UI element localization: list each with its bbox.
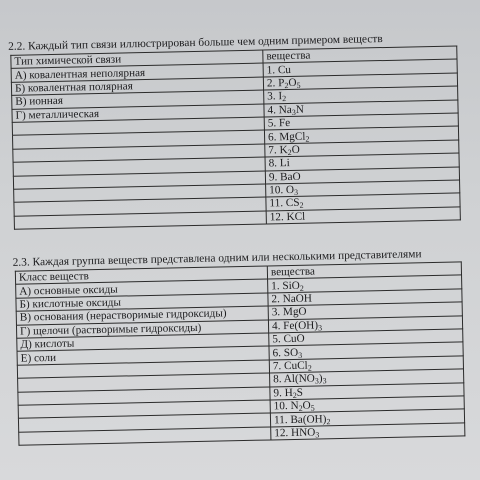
- formula-subscript: 2: [326, 416, 331, 426]
- left-cell: В) ионная: [12, 90, 264, 109]
- formula-text: 4. Fe(OH): [271, 319, 319, 333]
- formula-text: 11. CS: [269, 197, 300, 210]
- formula-subscript: 3: [298, 350, 303, 360]
- formula-text: 5. Fe: [267, 117, 291, 130]
- formula-text: N: [295, 103, 304, 116]
- task-2-3: [7, 246, 477, 446]
- formula-text: 7. CuCl: [272, 359, 308, 373]
- left-cell: А) ковалентная неполярная: [11, 63, 263, 82]
- formula-text: 9. BaO: [268, 170, 301, 184]
- formula-text: O: [302, 399, 311, 412]
- formula-text: S: [296, 386, 304, 399]
- formula-text: 11. Ba(OH): [273, 412, 327, 426]
- formula-subscript: 2: [287, 147, 292, 157]
- formula-text: 2. P: [266, 77, 285, 90]
- formula-subscript: 2: [305, 134, 310, 144]
- substance-class-table: [15, 261, 466, 445]
- left-cell: Г) щелочи (растворимые гидроксиды): [16, 320, 268, 339]
- formula-subscript: 2: [292, 390, 297, 400]
- formula-text: 3. MgO: [271, 306, 307, 319]
- formula-subscript: 2: [299, 283, 304, 293]
- formula-text: 10. N: [273, 400, 299, 413]
- formula-subscript: 2: [282, 94, 287, 104]
- formula-text: 3. I: [267, 90, 283, 103]
- formula-text: 8. Li: [268, 157, 290, 170]
- formula-subscript: 3: [314, 376, 319, 386]
- left-cell: Д) кислоты: [17, 333, 269, 352]
- formula-subscript: 2: [299, 201, 304, 211]
- formula-subscript: 3: [318, 323, 323, 333]
- worksheet-page: [2, 30, 476, 446]
- formula-text: 7. K: [268, 143, 288, 157]
- header-left: Тип химической связи: [11, 50, 263, 69]
- left-cell: Г) металлическая: [12, 104, 264, 123]
- formula-text: ): [318, 372, 323, 385]
- formula-text: 9. H: [273, 386, 293, 400]
- formula-subscript: 3: [294, 187, 299, 198]
- task-2-2-heading: 2.2. Каждый тип связи иллюстрирован больше чем одним примером веществ: [8, 33, 383, 53]
- header-right: вещества: [263, 46, 457, 63]
- formula-subscript: 3: [322, 376, 327, 386]
- left-cell: А) основные оксиды: [16, 279, 268, 298]
- formula-text: O: [291, 143, 300, 156]
- formula-text: 5. CuO: [272, 332, 305, 346]
- formula-subscript: 5: [310, 403, 315, 413]
- formula-text: 6. SO: [272, 346, 299, 360]
- left-cell: Б) кислотные оксиды: [16, 293, 268, 312]
- bond-type-table: [10, 45, 461, 229]
- formula-text: 1. SiO: [271, 279, 300, 293]
- left-cell: Б) ковалентная полярная: [11, 77, 263, 96]
- header-right: вещества: [267, 262, 461, 279]
- formula-text: 12. KCl: [269, 210, 306, 224]
- formula-subscript: 2: [284, 80, 289, 91]
- left-cell: В) основания (нерастворимые гидроксиды): [16, 306, 268, 325]
- left-cell: Е) соли: [17, 346, 269, 365]
- formula-subscript: 2: [307, 363, 312, 373]
- formula-text: 4. Na: [267, 103, 292, 117]
- formula-text: 12. HNO: [274, 426, 316, 440]
- formula-text: 6. MgCl: [267, 130, 306, 143]
- formula-text: 2. NaOH: [271, 292, 313, 306]
- formula-text: 8. Al(NO: [273, 372, 315, 386]
- formula-subscript: 5: [296, 80, 301, 90]
- formula-text: 1. Cu: [266, 63, 292, 77]
- formula-subscript: 3: [291, 107, 296, 117]
- header-left: Класс веществ: [15, 266, 267, 285]
- formula-text: 10. O: [269, 184, 295, 197]
- task-2-3-heading: 2.3. Каждая группа веществ представлена одним или несколькими представителями: [12, 248, 422, 269]
- formula-subscript: 2: [298, 403, 303, 414]
- task-2-2: [2, 30, 472, 230]
- formula-text: O: [288, 76, 297, 89]
- formula-subscript: 3: [315, 430, 320, 440]
